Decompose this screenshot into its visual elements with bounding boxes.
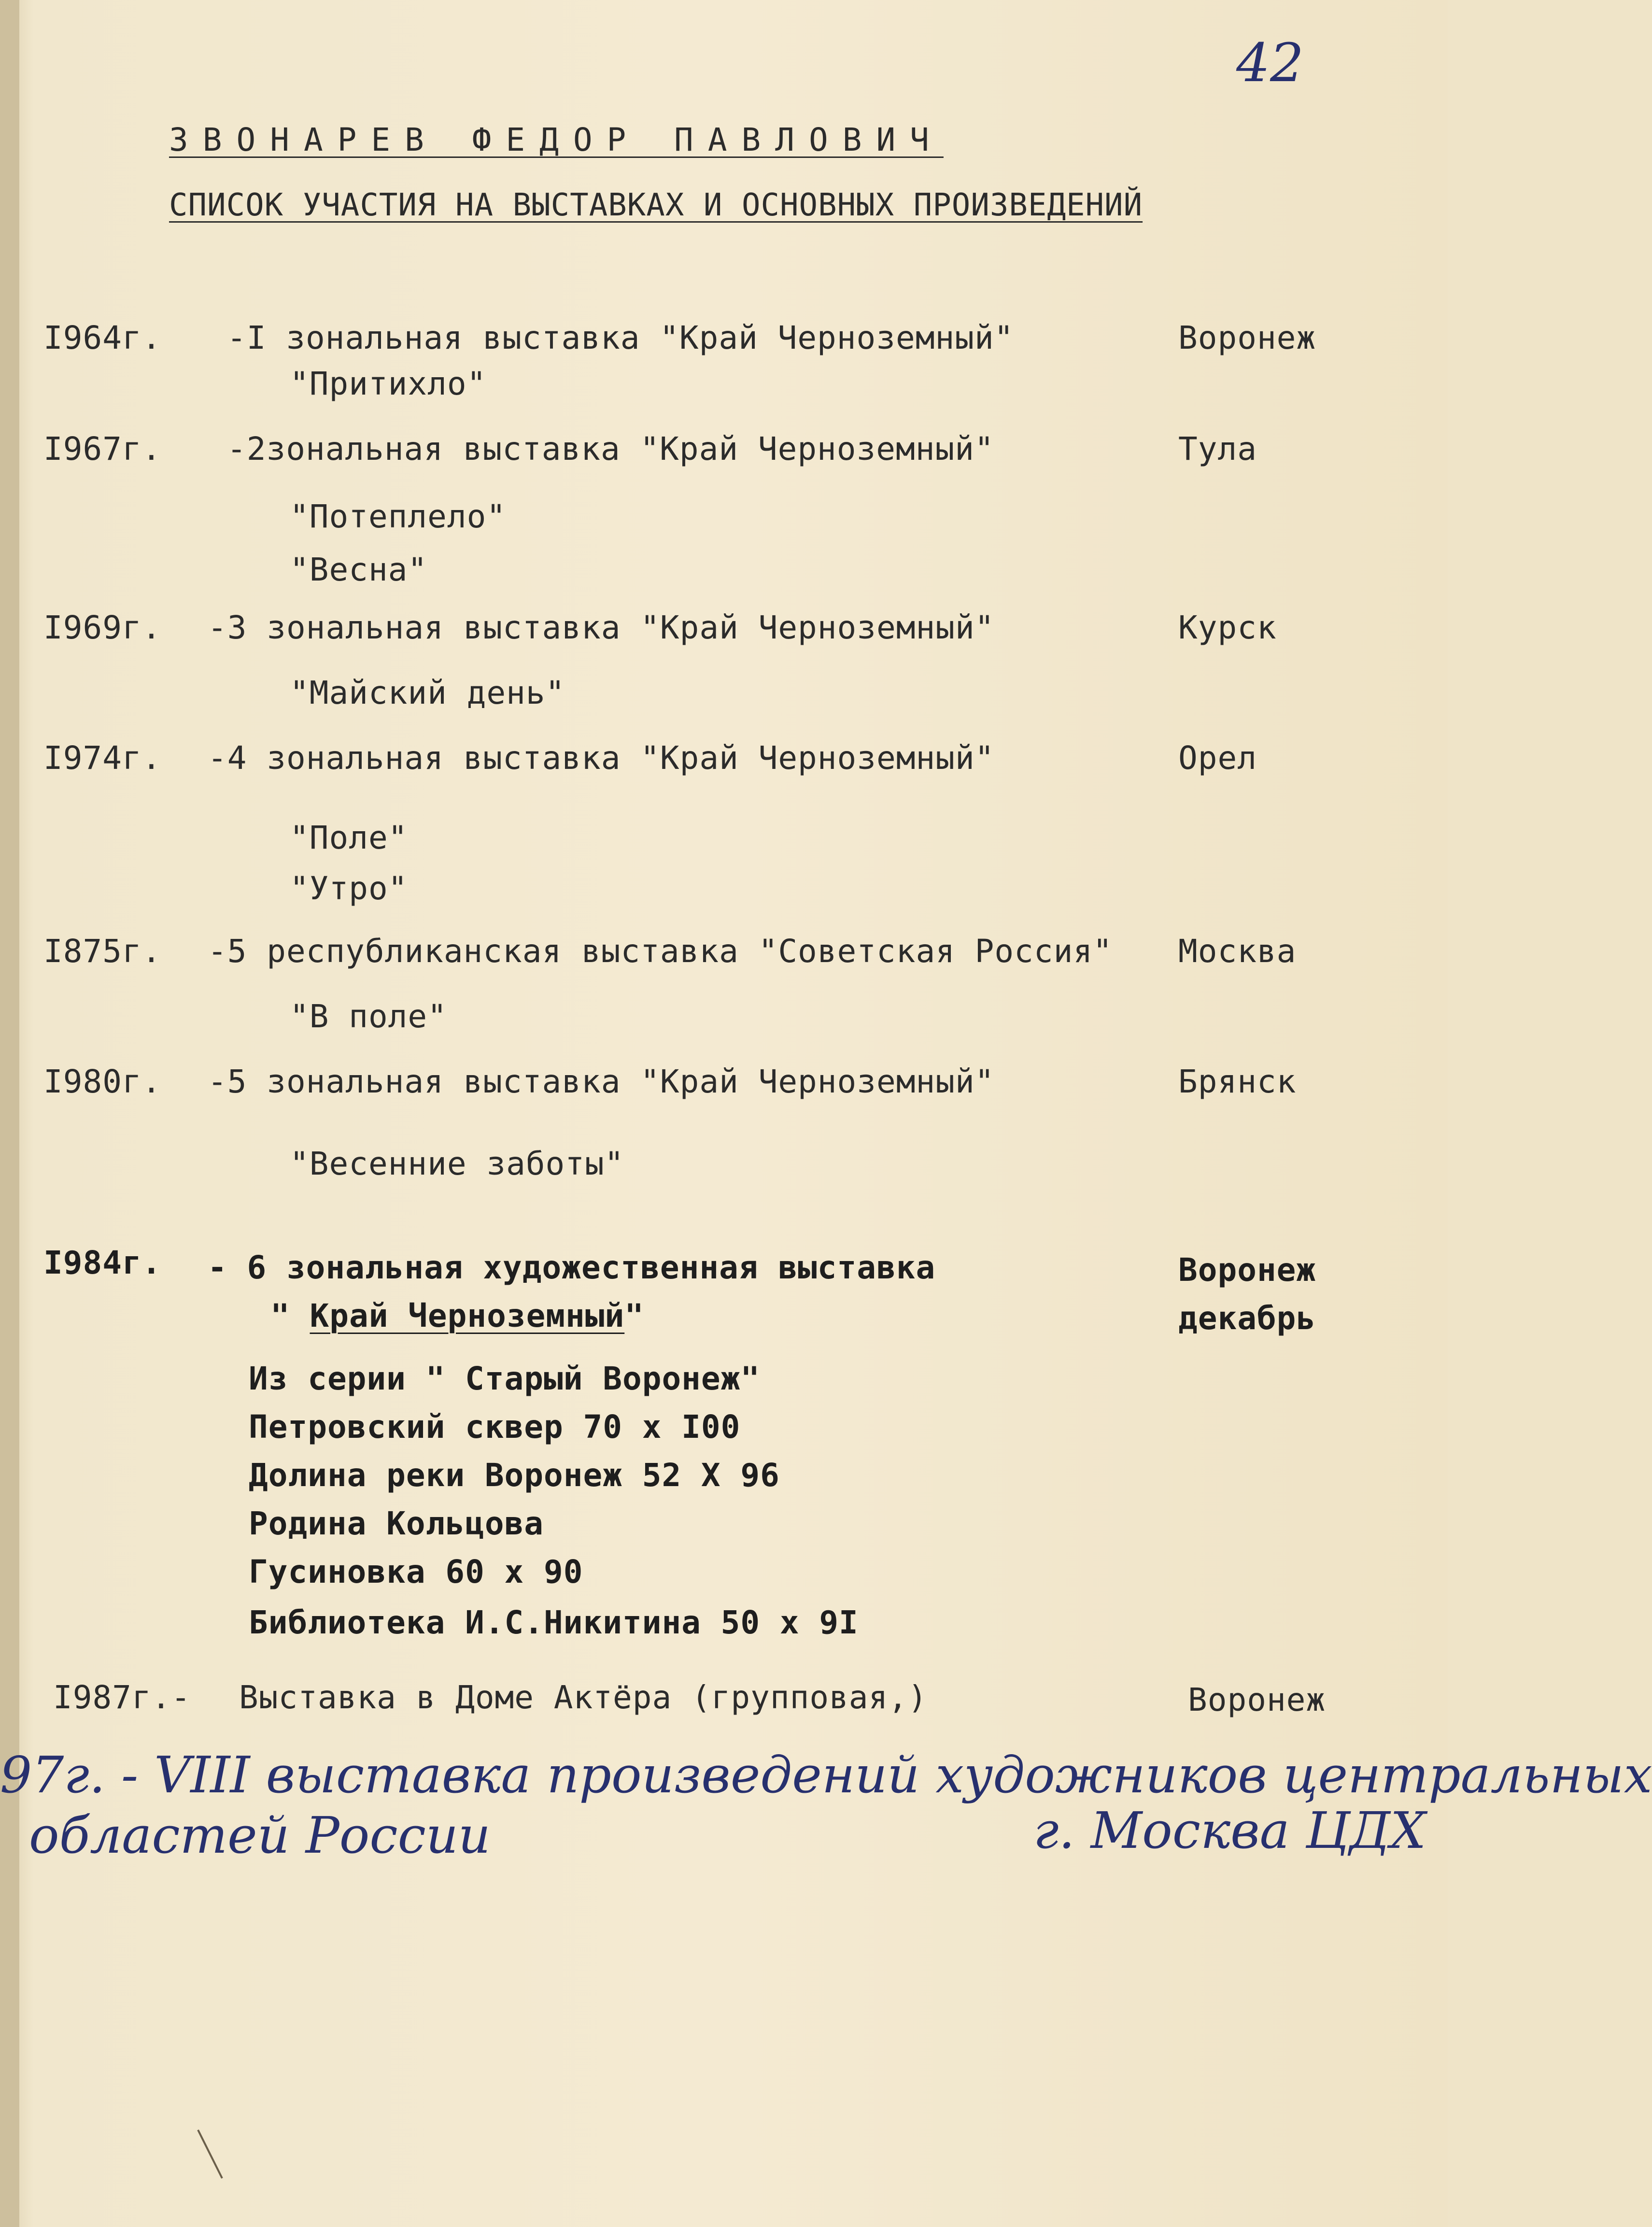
entry-work: "Притихло" — [290, 365, 487, 402]
entry-year: I969г. — [43, 609, 162, 646]
work-item: Библиотека И.С.Никитина 50 х 9I — [249, 1604, 859, 1641]
work-item: Долина реки Воронеж 52 Х 96 — [249, 1457, 780, 1494]
entry-event: -4 зональная выставка "Край Черноземный" — [208, 739, 995, 777]
pen-mark — [193, 2125, 232, 2183]
work-item: Из серии " Старый Воронеж" — [249, 1360, 761, 1397]
exhibition-title: Край Черноземный — [310, 1297, 625, 1334]
handwritten-line-2-right: г. Москва ЦДХ — [1033, 1801, 1426, 1860]
document-subtitle: СПИСОК УЧАСТИЯ НА ВЫСТАВКАХ И ОСНОВНЫХ ПРОИЗВЕДЕНИЙ — [169, 187, 1143, 223]
entry-city: Воронеж — [1178, 1251, 1316, 1289]
entry-work: "Поле" — [290, 819, 408, 856]
entry-year: I964г. — [43, 319, 162, 356]
page-number: 42 — [1236, 32, 1304, 94]
entry-city: Орел — [1178, 739, 1257, 777]
work-item: Гусиновка 60 х 90 — [249, 1553, 583, 1590]
entry-year: I987г.- — [53, 1679, 191, 1716]
work-item: Петровский сквер 70 х I00 — [249, 1408, 741, 1446]
quote-open: " — [270, 1297, 310, 1334]
entry-event: - 6 зональная художественная выставка — [208, 1249, 936, 1286]
entry-event: Выставка в Доме Актёра (групповая,) — [239, 1679, 928, 1716]
entry-event: -3 зональная выставка "Край Черноземный" — [208, 609, 995, 646]
entry-city: Брянск — [1178, 1063, 1297, 1100]
quote-close: " — [624, 1297, 644, 1334]
work-item: Родина Кольцова — [249, 1505, 544, 1542]
document-title: ЗВОНАРЕВ ФЕДОР ПАВЛОВИЧ — [169, 121, 944, 158]
handwritten-line-2-left: областей России — [29, 1806, 491, 1865]
entry-event: -5 республиканская выставка "Советская Россия" — [208, 933, 1113, 970]
entry-city: Воронеж — [1188, 1681, 1326, 1718]
entry-work: "Утро" — [290, 870, 408, 907]
entry-city: Тула — [1178, 430, 1257, 468]
binding-edge — [0, 0, 19, 2227]
entry-year: I980г. — [43, 1063, 162, 1100]
entry-work: "Весна" — [290, 551, 428, 588]
entry-event: -5 зональная выставка "Край Черноземный" — [208, 1063, 995, 1100]
entry-city: Москва — [1178, 933, 1297, 970]
handwritten-line-1: 97г. - VIII выставка произведений художников центральных — [0, 1745, 1652, 1804]
entry-work: "Майский день" — [290, 674, 565, 711]
entry-year: I875г. — [43, 933, 162, 970]
entry-event: -I зональная выставка "Край Черноземный" — [227, 319, 1014, 356]
entry-year: I967г. — [43, 430, 162, 468]
entry-event: -2зональная выставка "Край Черноземный" — [227, 430, 994, 468]
entry-city: Курск — [1178, 609, 1277, 646]
entry-year: I974г. — [43, 739, 162, 777]
entry-event-line2 — [270, 1297, 644, 1335]
entry-work: "Потеплело" — [290, 498, 507, 535]
entry-city: Воронеж — [1178, 319, 1316, 356]
entry-work: "Весенние заботы" — [290, 1145, 624, 1182]
entry-year: I984г. — [43, 1244, 162, 1281]
entry-month: декабрь — [1178, 1300, 1316, 1337]
entry-work: "В поле" — [290, 998, 447, 1035]
